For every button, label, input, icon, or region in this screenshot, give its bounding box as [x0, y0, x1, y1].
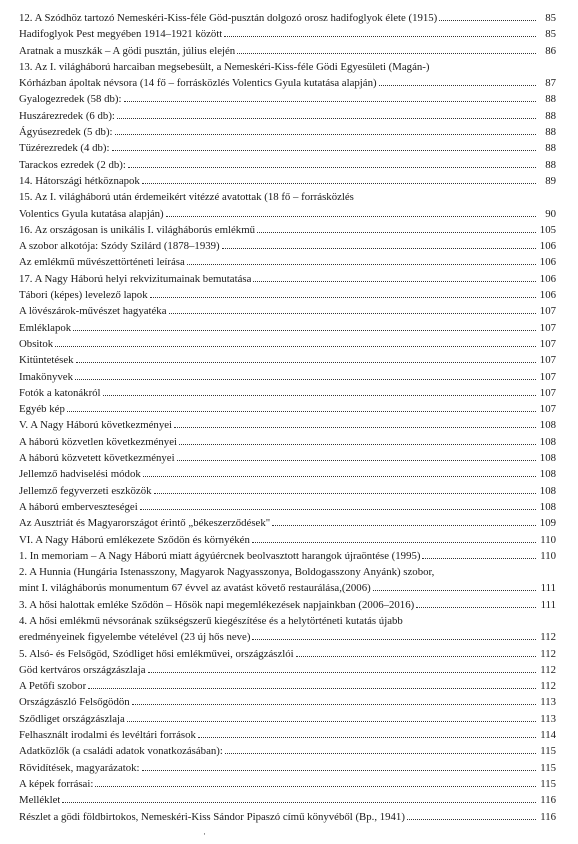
toc-entry-page: 86	[545, 44, 556, 57]
toc-entry	[19, 646, 556, 662]
toc-entry-title: 16. Az országosan is unikális I. világháborús emlékmű	[19, 223, 255, 236]
toc-entry	[19, 385, 556, 401]
toc-entry-title: Tarackos ezredek (2 db):	[19, 158, 126, 171]
toc-leader-dots	[142, 769, 536, 771]
toc-entry-page: 112	[540, 663, 556, 676]
toc-entry-page: 88	[545, 142, 556, 155]
toc-entry	[19, 792, 556, 808]
toc-entry	[19, 629, 556, 645]
toc-entry-title: Sződliget országzászlaja	[19, 712, 125, 725]
toc-leader-dots	[117, 117, 536, 119]
toc-entry-page: 111	[540, 582, 556, 595]
toc-leader-dots	[198, 736, 536, 738]
toc-entry	[19, 91, 556, 107]
toc-entry	[19, 466, 556, 482]
toc-entry-title: Tábori (képes) levelező lapok	[19, 289, 148, 302]
toc-leader-dots	[140, 508, 536, 510]
toc-leader-dots	[237, 52, 536, 54]
toc-leader-dots	[132, 703, 536, 705]
toc-entry	[19, 206, 556, 222]
toc-leader-dots	[76, 361, 536, 363]
toc-leader-dots	[422, 557, 536, 559]
toc-entry-title: Huszárezredek (6 db):	[19, 109, 115, 122]
toc-entry-page: 111	[540, 598, 556, 611]
toc-entry-title: A Petőfi szobor	[19, 680, 87, 693]
toc-entry-title: Kitüntetések	[19, 354, 74, 367]
table-of-contents	[19, 10, 556, 825]
toc-entry	[19, 564, 556, 580]
toc-leader-dots	[115, 133, 536, 135]
toc-leader-dots	[174, 426, 536, 428]
toc-entry	[19, 597, 556, 613]
toc-entry-page: 107	[539, 321, 556, 334]
toc-entry	[19, 662, 556, 678]
toc-entry-page: 110	[540, 549, 556, 562]
toc-entry-title: mint I. világháborús monumentum 67 évvel az avatást követő restaurálása,(2006)	[19, 582, 371, 595]
toc-entry-page: 112	[540, 631, 556, 644]
toc-entry-page: 112	[540, 680, 556, 693]
toc-entry-page: 107	[539, 354, 556, 367]
toc-entry	[19, 711, 556, 727]
toc-leader-dots	[166, 215, 536, 217]
toc-entry-title: Országzászló Felsőgödön	[19, 696, 130, 709]
toc-leader-dots	[253, 280, 536, 282]
toc-entry-title: A háború emberveszteségei	[19, 500, 138, 513]
toc-entry	[19, 760, 556, 776]
page-footer-mark: ·	[203, 829, 206, 839]
toc-entry-page: 107	[539, 386, 556, 399]
toc-leader-dots	[142, 182, 536, 184]
toc-entry-title: eredményeinek figyelembe vételével (23 új hős neve)	[19, 631, 251, 644]
toc-entry-page: 114	[540, 729, 556, 742]
toc-entry-page: 113	[540, 696, 556, 709]
toc-entry-title: Obsitok	[19, 337, 54, 350]
toc-entry	[19, 352, 556, 368]
toc-leader-dots	[124, 100, 536, 102]
toc-entry	[19, 515, 556, 531]
toc-leader-dots	[407, 818, 536, 820]
toc-entry	[19, 678, 556, 694]
toc-entry	[19, 59, 556, 75]
toc-entry-page: 106	[539, 272, 556, 285]
toc-entry-page: 108	[539, 452, 556, 465]
toc-entry-title: 14. Hátországi hétköznapok	[19, 174, 140, 187]
toc-entry-title: Melléklet	[19, 794, 61, 807]
toc-leader-dots	[225, 752, 536, 754]
toc-leader-dots	[379, 84, 536, 86]
toc-entry	[19, 303, 556, 319]
toc-entry-page: 107	[539, 370, 556, 383]
toc-entry-page: 115	[540, 777, 556, 790]
toc-leader-dots	[150, 296, 536, 298]
toc-entry-title: A háború közvetett következményei	[19, 452, 175, 465]
toc-entry-page: 108	[539, 468, 556, 481]
toc-entry	[19, 254, 556, 270]
toc-entry-page: 113	[540, 712, 556, 725]
toc-leader-dots	[373, 589, 536, 591]
toc-entry-title: Egyéb kép	[19, 403, 65, 416]
toc-leader-dots	[62, 801, 536, 803]
toc-leader-dots	[222, 247, 536, 249]
toc-entry-page: 85	[545, 12, 556, 24]
toc-entry-title: Jellemző hadviselési módok	[19, 468, 141, 481]
toc-entry-title: Aratnak a muszkák – A gödi pusztán, július elején	[19, 44, 236, 57]
toc-entry-page: 88	[545, 158, 556, 171]
toc-entry-title: 5. Alsó- és Felsőgöd, Szódliget hősi emlékművei, országzászlói	[19, 647, 294, 660]
toc-leader-dots	[416, 606, 536, 608]
toc-entry-page: 110	[540, 533, 556, 546]
toc-entry	[19, 776, 556, 792]
toc-entry	[19, 287, 556, 303]
toc-entry-page: 108	[539, 484, 556, 497]
toc-entry-page: 107	[539, 337, 556, 350]
toc-entry-title: Ágyúsezredek (5 db):	[19, 126, 113, 139]
toc-entry	[19, 75, 556, 91]
toc-entry	[19, 320, 556, 336]
toc-entry-page: 88	[545, 109, 556, 122]
toc-entry-page: 85	[545, 28, 556, 41]
toc-entry-title: A képek forrásai:	[19, 777, 94, 790]
toc-entry	[19, 26, 556, 42]
toc-leader-dots	[187, 263, 536, 265]
toc-entry	[19, 222, 556, 238]
toc-entry-title: VI. A Nagy Háború emlékezete Sződön és környékén	[19, 533, 250, 546]
toc-entry-title: Az emlékmű művészettörténeti leírása	[19, 256, 185, 269]
toc-entry-title: 2. A Hunnia (Hungária Istenasszony, Magyarok Nagyasszonya, Boldogasszony Anyánk) szobor,	[19, 566, 435, 579]
toc-leader-dots	[439, 19, 536, 21]
toc-entry-title: Imakönyvek	[19, 370, 73, 383]
toc-leader-dots	[128, 166, 536, 168]
toc-entry-page: 115	[540, 761, 556, 774]
toc-entry	[19, 532, 556, 548]
toc-leader-dots	[224, 35, 536, 37]
toc-entry-title: Kórházban ápoltak névsora (14 fő – forrásközlés Volentics Gyula kutatása alapján)	[19, 77, 377, 90]
toc-entry-page: 107	[539, 305, 556, 318]
toc-entry-title: Emléklapok	[19, 321, 72, 334]
toc-entry-title: Adatközlők (a családi adatok vonatkozásában):	[19, 745, 223, 758]
toc-entry	[19, 140, 556, 156]
toc-leader-dots	[169, 312, 537, 314]
toc-entry-page: 109	[539, 517, 556, 530]
toc-entry-page: 115	[540, 745, 556, 758]
toc-entry-title: 3. A hősi halottak emléke Sződön – Hősök napi megemlékezések napjainkban (2006–2016)	[19, 598, 415, 611]
toc-entry-page: 105	[539, 223, 556, 236]
toc-entry	[19, 173, 556, 189]
toc-entry-title: Jellemző fegyverzeti eszközök	[19, 484, 152, 497]
toc-entry-title: Göd kertváros országzászlaja	[19, 663, 146, 676]
toc-leader-dots	[252, 541, 536, 543]
toc-entry-title: 12. A Szódhöz tartozó Nemeskéri-Kiss-féle Göd-pusztán dolgozó orosz hadifoglyok élete (1915)	[19, 12, 438, 24]
toc-entry-title: A lövészárok-művészet hagyatéka	[19, 305, 167, 318]
toc-entry-page: 88	[545, 93, 556, 106]
toc-leader-dots	[55, 345, 536, 347]
toc-entry-page: 116	[540, 810, 556, 823]
toc-entry	[19, 809, 556, 825]
toc-leader-dots	[179, 443, 536, 445]
toc-leader-dots	[88, 687, 536, 689]
toc-leader-dots	[73, 329, 536, 331]
toc-entry-title: 1. In memoriam – A Nagy Háború miatt ágyúércnek beolvasztott harangok újraöntése (1995)	[19, 549, 421, 562]
toc-leader-dots	[296, 655, 536, 657]
toc-entry	[19, 124, 556, 140]
toc-entry-page: 87	[545, 77, 556, 90]
toc-entry	[19, 417, 556, 433]
toc-entry	[19, 401, 556, 417]
toc-entry	[19, 369, 556, 385]
toc-entry	[19, 108, 556, 124]
toc-entry	[19, 238, 556, 254]
toc-entry-page: 89	[545, 174, 556, 187]
toc-entry-title: 15. Az I. világháború után érdemeikért vitézzé avatottak (18 fő – forrásközlés	[19, 191, 354, 204]
toc-leader-dots	[112, 149, 536, 151]
toc-leader-dots	[95, 785, 536, 787]
toc-entry-title: V. A Nagy Háború következményei	[19, 419, 173, 432]
toc-entry	[19, 548, 556, 564]
toc-entry	[19, 580, 556, 596]
toc-entry	[19, 743, 556, 759]
toc-leader-dots	[67, 410, 536, 412]
toc-entry-title: Fotók a katonákról	[19, 386, 101, 399]
toc-entry-title: Tüzérezredek (4 db):	[19, 142, 110, 155]
toc-entry	[19, 694, 556, 710]
toc-leader-dots	[154, 492, 537, 494]
toc-leader-dots	[272, 524, 536, 526]
toc-entry-title: Hadifoglyok Pest megyében 1914–1921 között	[19, 28, 223, 41]
toc-entry	[19, 434, 556, 450]
toc-entry-page: 107	[539, 403, 556, 416]
toc-entry	[19, 43, 556, 59]
toc-leader-dots	[127, 720, 536, 722]
toc-entry-title: Rövidítések, magyarázatok:	[19, 761, 140, 774]
toc-entry-page: 106	[539, 289, 556, 302]
toc-entry	[19, 336, 556, 352]
toc-entry-page: 108	[539, 435, 556, 448]
toc-entry-page: 116	[540, 794, 556, 807]
toc-entry-page: 106	[539, 240, 556, 253]
toc-entry-title: 13. Az I. világháború harcaiban megsebesült, a Nemeskéri-Kiss-féle Gödi Egyesületi (Magán-)	[19, 60, 430, 73]
toc-entry-page: 108	[539, 419, 556, 432]
toc-entry-title: 4. A hősi emlékmű névsorának szükségszerű kiegészítése és a helytörténeti kutatás újabb	[19, 614, 403, 627]
toc-leader-dots	[75, 378, 536, 380]
toc-leader-dots	[252, 638, 536, 640]
toc-leader-dots	[148, 671, 536, 673]
toc-entry	[19, 499, 556, 515]
toc-entry-title: Volentics Gyula kutatása alapján)	[19, 207, 164, 220]
toc-entry-title: 17. A Nagy Háború helyi rekvizitumainak bemutatása	[19, 272, 252, 285]
toc-entry	[19, 10, 556, 26]
toc-entry-title: Felhasznált irodalmi és levéltári források	[19, 729, 196, 742]
toc-leader-dots	[143, 475, 536, 477]
toc-entry	[19, 483, 556, 499]
toc-leader-dots	[177, 459, 536, 461]
toc-entry-title: Az Ausztriát és Magyarországot érintő „békeszerződések"	[19, 517, 271, 530]
toc-entry	[19, 727, 556, 743]
toc-entry	[19, 613, 556, 629]
toc-entry-page: 106	[539, 256, 556, 269]
toc-entry-page: 108	[539, 500, 556, 513]
toc-leader-dots	[103, 394, 536, 396]
toc-entry	[19, 157, 556, 173]
toc-entry-page: 90	[545, 207, 556, 220]
toc-entry-page: 88	[545, 126, 556, 139]
toc-entry	[19, 450, 556, 466]
toc-entry	[19, 189, 556, 205]
toc-entry-title: Részlet a gödi földbirtokos, Nemeskéri-Kiss Sándor Pipaszó című könyvéből (Bp., 1941)	[19, 810, 405, 823]
toc-entry-title: A szobor alkotója: Szódy Szilárd (1878–1939)	[19, 240, 220, 253]
toc-entry-page: 112	[540, 647, 556, 660]
toc-entry-title: A háború közvetlen következményei	[19, 435, 177, 448]
toc-leader-dots	[257, 231, 536, 233]
toc-entry	[19, 271, 556, 287]
toc-entry-title: Gyalogezredek (58 db):	[19, 93, 122, 106]
